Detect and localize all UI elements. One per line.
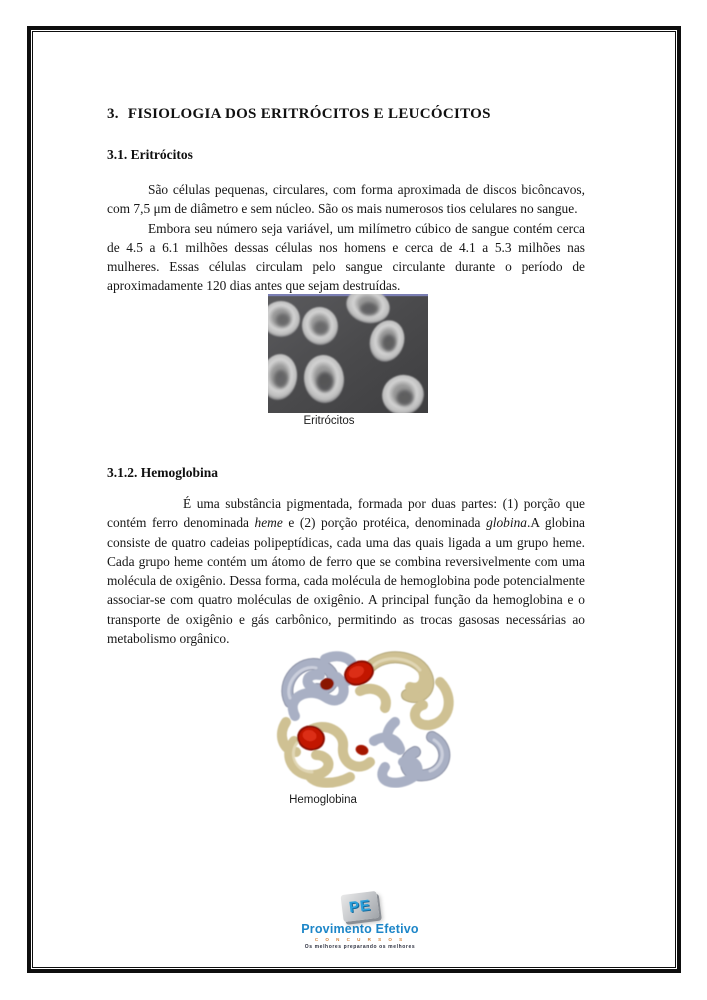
paragraph-eritrocitos-1: São células pequenas, circulares, com forma aproximada de discos bicôncavos, com 7,5 μm de diâmetro e sem núcleo. São os mais numerosos tios celulares no sangue. [107, 182, 585, 217]
footer-logo [274, 893, 446, 951]
hemoglobina-figure-caption: Hemoglobina [289, 794, 357, 806]
pe-monogram-letters: PE [348, 896, 372, 917]
hemoglobina-text-block [107, 494, 585, 648]
brand-tagline: Os melhores preparando os melhores [304, 944, 416, 950]
section-heading-hemoglobina: 3.1.2. Hemoglobina [107, 465, 219, 480]
main-heading-text: FISIOLOGIA DOS ERITRÓCITOS E LEUCÓCITOS [127, 106, 491, 122]
eritrocitos-figure-image [268, 294, 428, 413]
section-heading-eritrocitos: 3.1. Eritrócitos [107, 147, 193, 162]
eritrocitos-figure-caption: Eritrócitos [303, 415, 355, 427]
main-heading-number: 3. [107, 106, 119, 122]
brand-name: Provimento Efetivo [301, 922, 419, 936]
paragraph-hemoglobina: É uma substância pigmentada, formada por duas partes: (1) porção que contém ferro denominada heme e (2) porção protéica, denominada globina.A globina consiste de quatro cadeias polipeptídicas, cada uma das quais ligada a um grupo heme. Cada grupo heme contém um átomo de ferro que se combina reversivelmente com uma molécula de oxigênio. Dessa forma, cada molécula de hemoglobina pode potencialmente associar-se com quatro moléculas de oxigênio. A principal função da hemoglobina e o transporte de oxigênio e gás carbônico, permitindo as trocas gasosas necessárias ao metabolismo orgânico. [107, 496, 585, 647]
main-heading [107, 106, 627, 123]
hemoglobina-figure-image [264, 646, 460, 788]
pe-monogram-icon [340, 891, 379, 922]
brand-subtitle: C O N C U R S O S [314, 937, 406, 942]
eritrocitos-text-block [107, 180, 585, 296]
paragraph-eritrocitos-2: Embora seu número seja variável, um milímetro cúbico de sangue contém cerca de 4.5 a 6.1 milhões dessas células nos homens e cerca de 4.1 a 5.3 milhões nas mulheres. Essas células circulam pelo sangue circulante durante o período de aproximadamente 120 dias antes que sejam destruídas. [107, 220, 585, 294]
